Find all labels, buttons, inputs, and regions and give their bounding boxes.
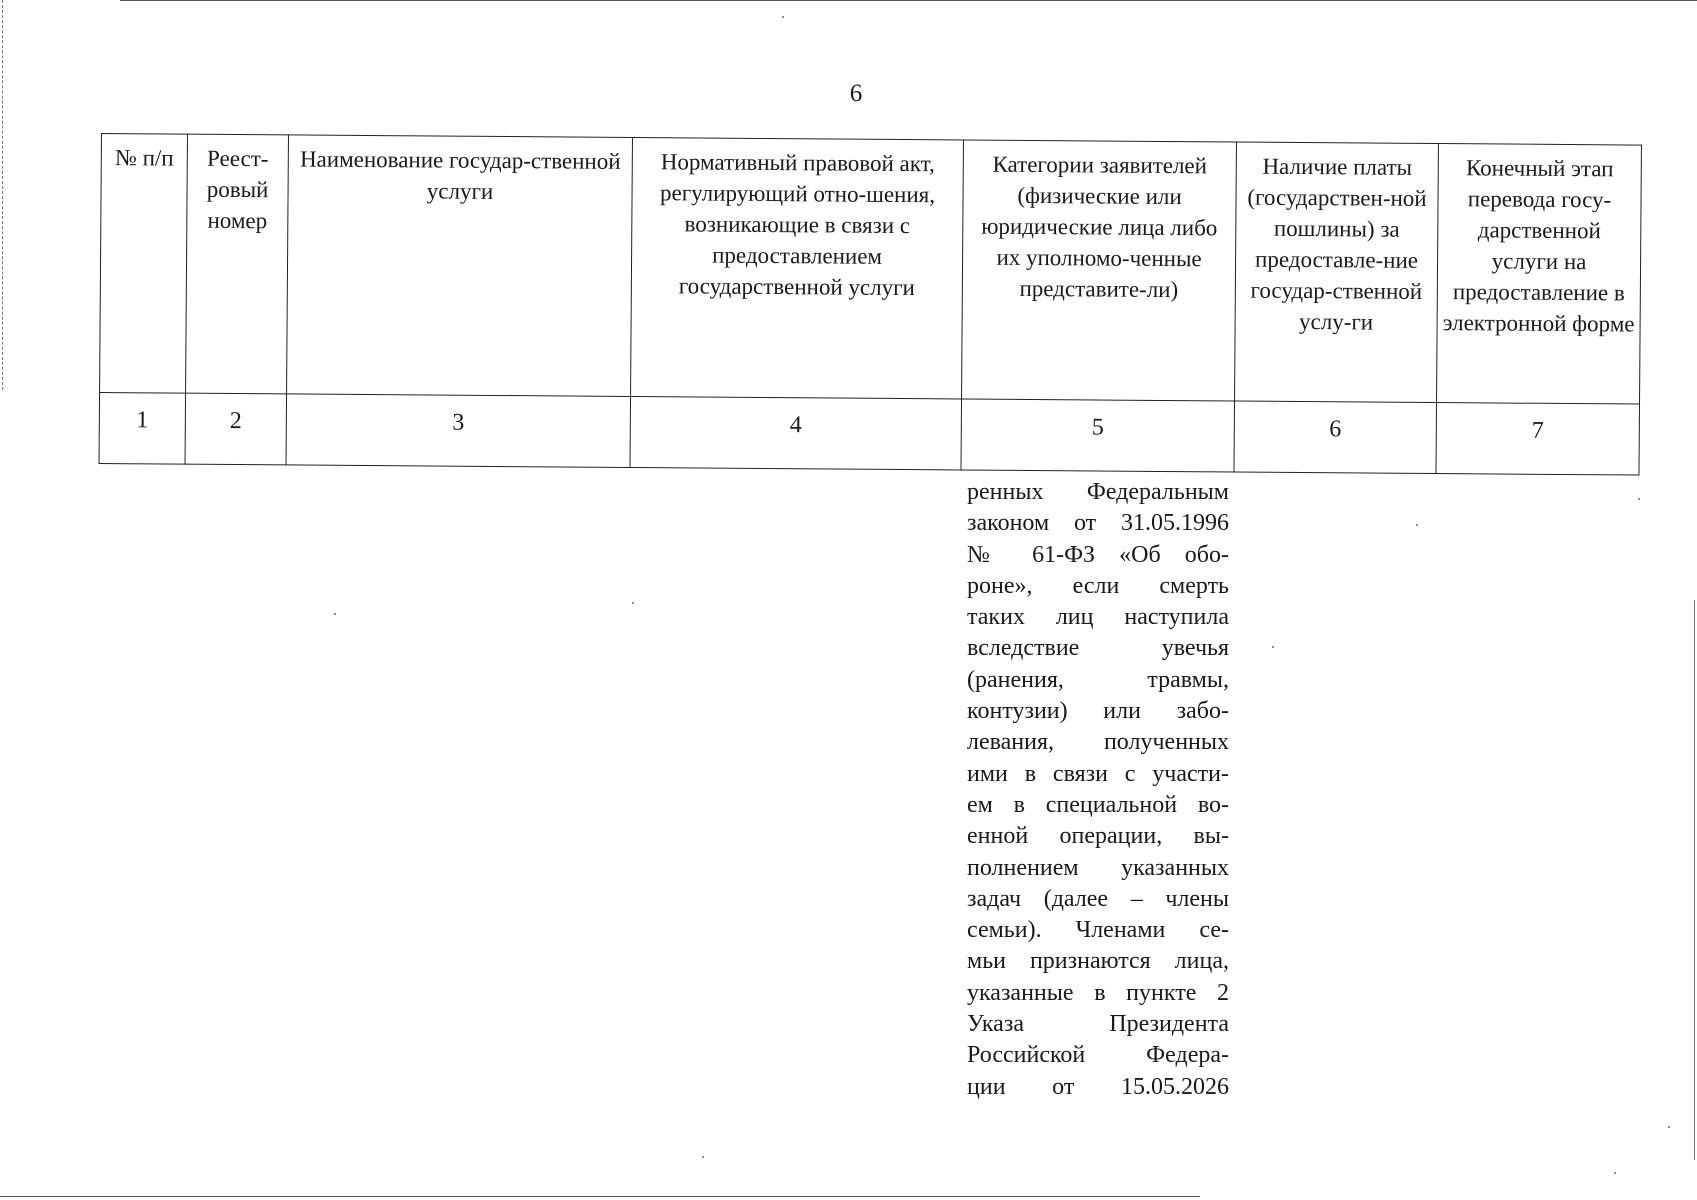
scan-edge-top: [120, 0, 1697, 1]
text-line: контузии) или забо-: [967, 698, 1229, 725]
column-number: 2: [185, 393, 287, 465]
header-fee: Наличие платы (государствен-ной пошлины) за предоставле-ние государ-ственной услу-ги: [1235, 142, 1439, 403]
text-line: вследствие увечья: [967, 635, 1229, 662]
applicant-category-continuation: [967, 477, 1229, 1103]
text-line: мьи признаются лица,: [967, 948, 1229, 975]
scan-speck: [1614, 1172, 1616, 1174]
column-number: 1: [99, 392, 186, 464]
scan-edge-bottom: [0, 1196, 1200, 1197]
text-line: № 61-ФЗ «Об обо-: [967, 541, 1229, 568]
column-number: 6: [1234, 401, 1437, 474]
text-line: Российской Федера-: [967, 1042, 1229, 1069]
text-line: полнением указанных: [967, 854, 1229, 881]
scan-speck: [632, 602, 634, 604]
table-header-row: [100, 134, 1642, 405]
text-line: ем в специальной во-: [967, 791, 1229, 818]
text-line: ими в связи с участи-: [967, 760, 1229, 787]
scan-speck: [1638, 498, 1640, 500]
text-line: законом от 31.05.1996: [967, 510, 1229, 537]
column-number: 3: [286, 394, 631, 468]
header-final-stage: Конечный этап перевода госу-дарственной услуги на предоставление в электронной форме: [1437, 144, 1642, 405]
text-line: указанные в пункте 2: [967, 979, 1229, 1006]
text-line: енной операции, вы-: [967, 823, 1229, 850]
services-table: [99, 133, 1642, 476]
text-line: таких лиц наступила: [967, 604, 1229, 631]
text-line: роне», если смерть: [967, 572, 1229, 599]
text-line: семьи). Членами се-: [967, 917, 1229, 944]
text-line: Указа Президента: [967, 1011, 1229, 1038]
column-number: 4: [630, 396, 962, 469]
header-applicant-categories: Категории заявителей (физические или юридические лица либо их уполномо-ченные представите-ли): [962, 140, 1237, 401]
text-line: ции от 15.05.2026: [967, 1073, 1229, 1100]
scan-speck: [1272, 646, 1274, 648]
scan-speck: [334, 613, 336, 615]
column-number-row: [99, 392, 1639, 475]
scan-speck: [782, 16, 784, 18]
page-number: 6: [849, 80, 863, 107]
text-line: задач (далее – члены: [967, 885, 1229, 912]
header-service-name: Наименование государ-ственной услуги: [287, 135, 633, 397]
scan-speck: [702, 1156, 704, 1158]
scan-speck: [1668, 1126, 1670, 1128]
text-line: ренных Федеральным: [967, 479, 1229, 505]
header-legal-act: Нормативный правовой акт, регулирующий отно-шения, возникающие в связи с предоставлением государственной услуги: [631, 137, 964, 398]
scan-edge-left: [2, 0, 3, 390]
scan-edge-right: [1694, 600, 1695, 1160]
text-line: левания, полученных: [967, 729, 1229, 756]
text-line: (ранения, травмы,: [967, 666, 1229, 693]
column-number: 7: [1436, 403, 1640, 476]
column-number: 5: [961, 399, 1235, 472]
header-number: № п/п: [100, 134, 188, 394]
header-registry-number: Реест-ровый номер: [186, 134, 289, 394]
scan-speck: [1416, 524, 1418, 526]
